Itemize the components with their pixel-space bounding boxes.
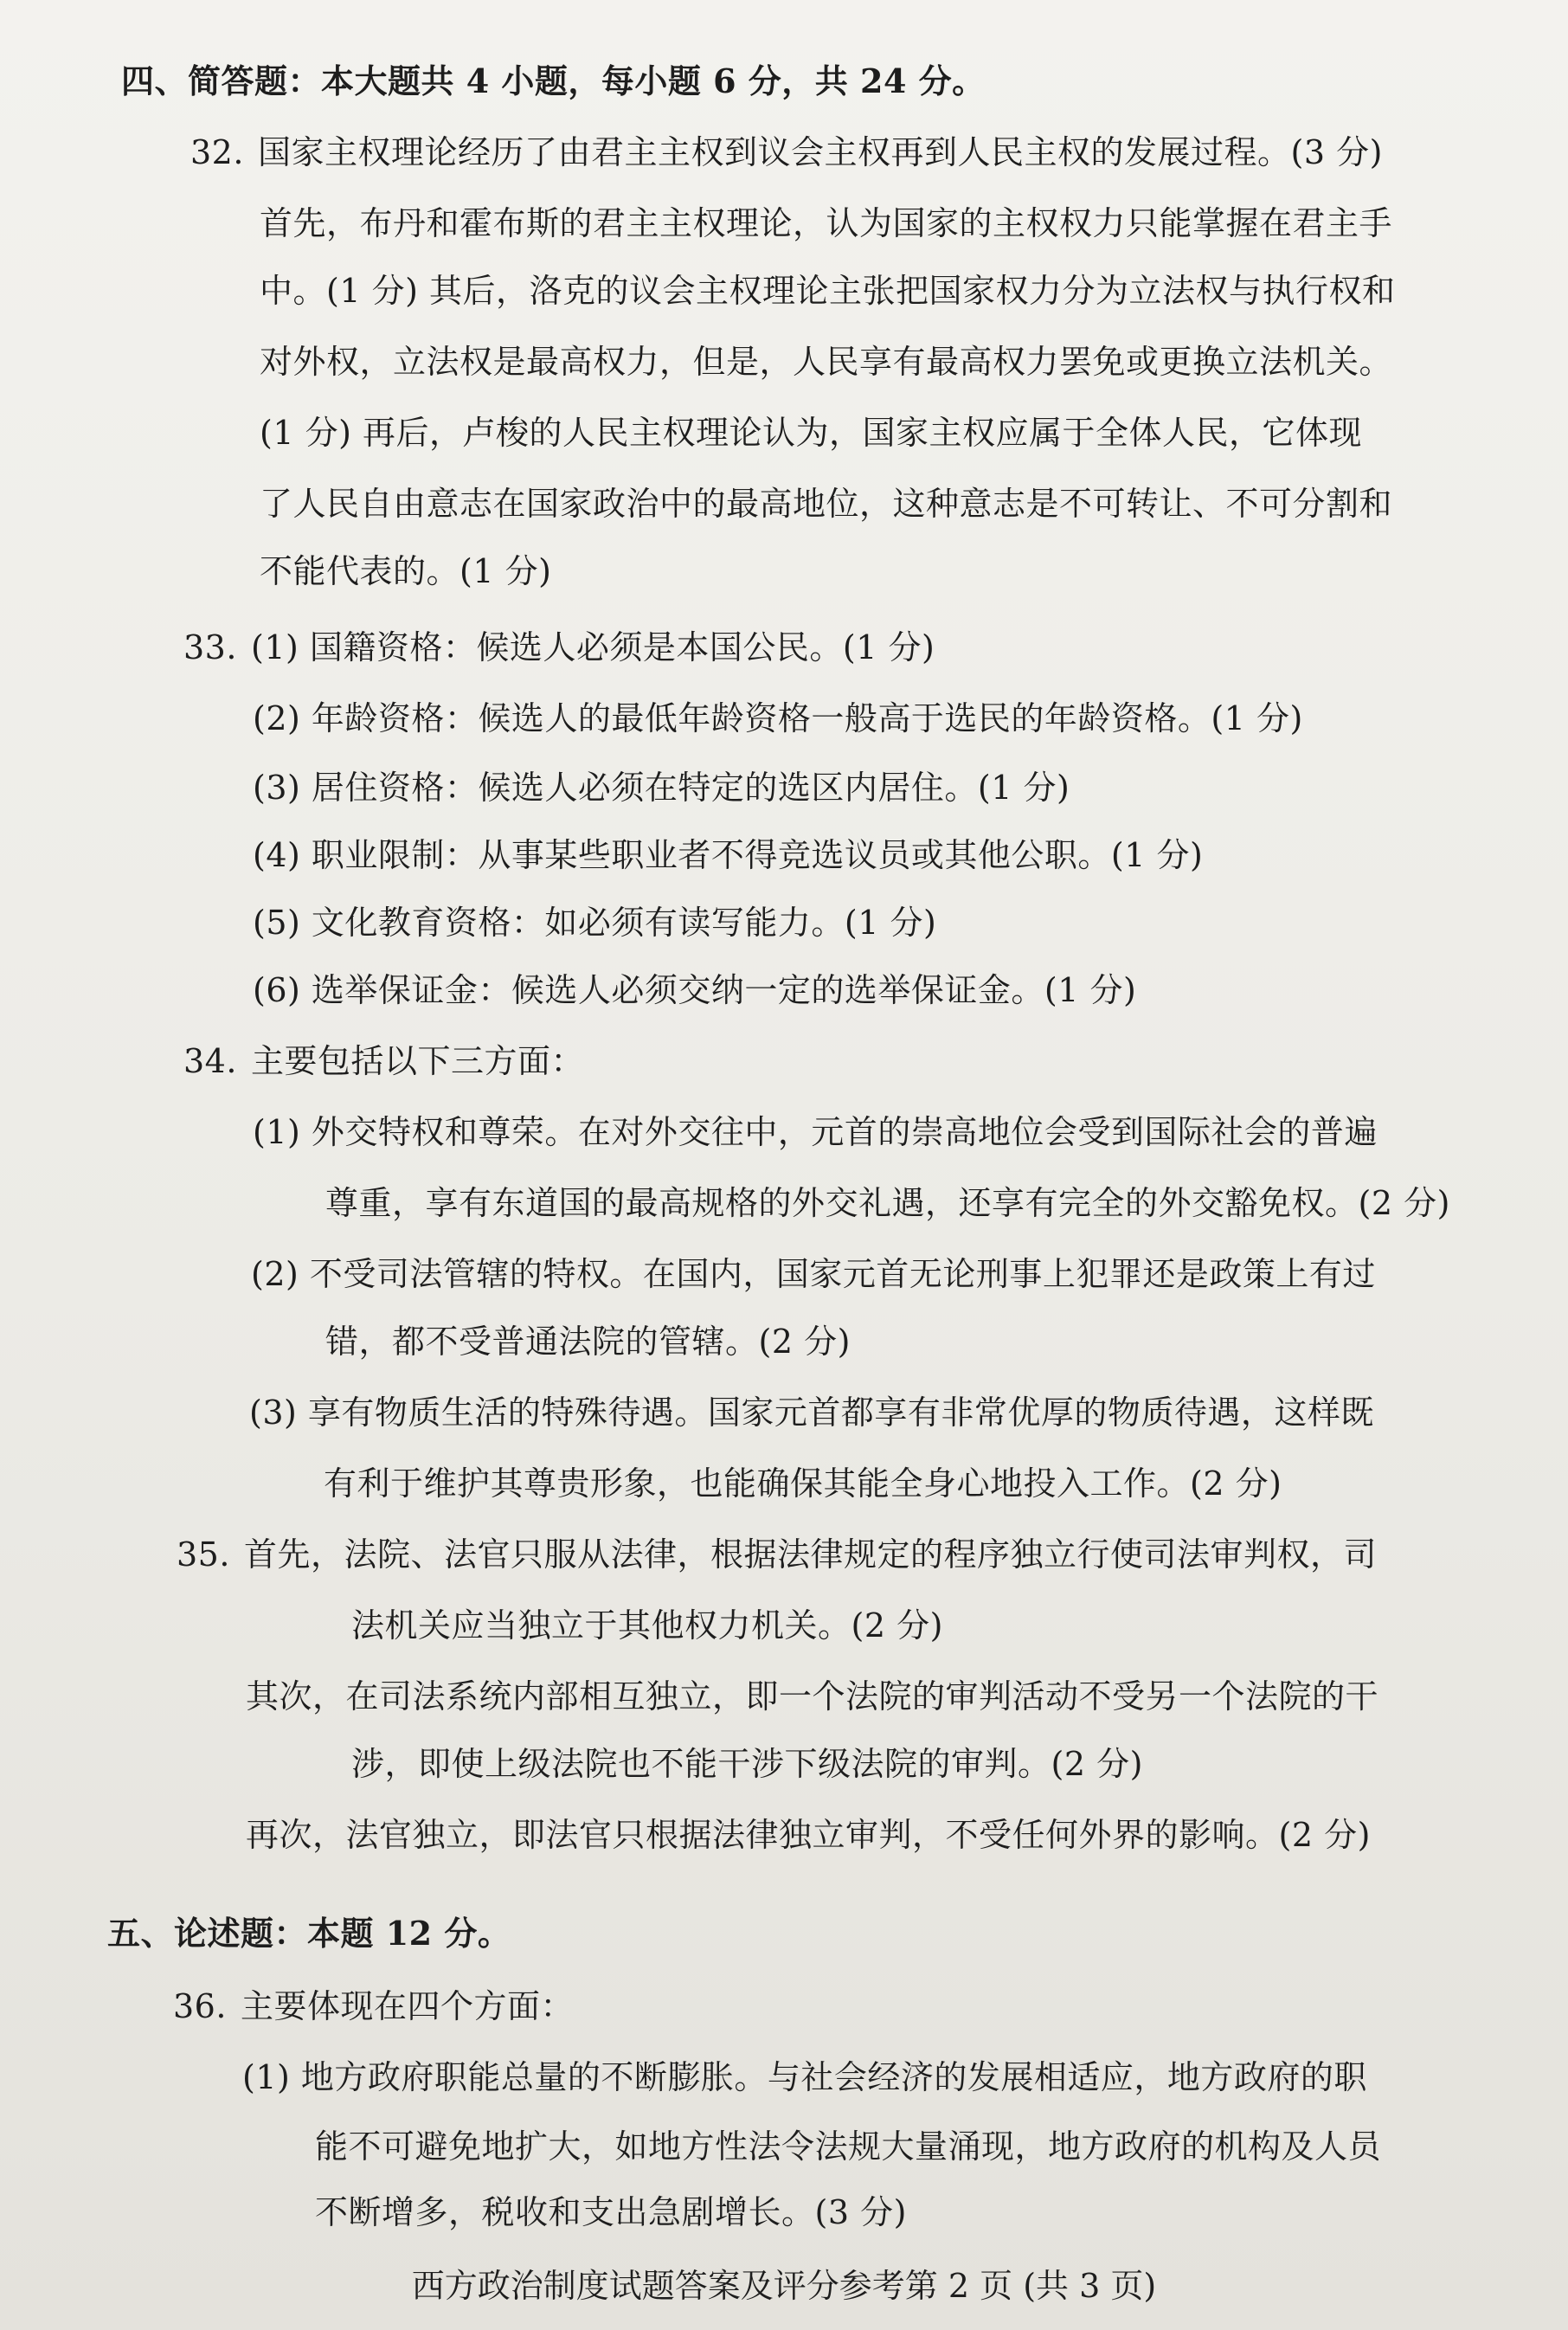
q35-number: 35. (177, 1535, 230, 1574)
q33-line-3: (3) 居住资格：候选人必须在特定的选区内居住。(1 分) (253, 769, 1070, 807)
q35-line-3: 其次，在司法系统内部相互独立，即一个法院的审判活动不受另一个法院的干 (246, 1677, 1379, 1715)
page-footer: 西方政治制度试题答案及评分参考第 2 页 (共 3 页) (411, 2267, 1157, 2305)
q34-number: 34. (183, 1042, 237, 1080)
q36-line-3: 不断增多，税收和支出急剧增长。(3 分) (315, 2193, 907, 2231)
q32-line-1: 32. 国家主权理论经历了由君主主权到议会主权再到人民主权的发展过程。(3 分) (190, 130, 1383, 175)
q33-line-1: 33. (1) 国籍资格：候选人必须是本国公民。(1 分) (183, 625, 935, 670)
q32-line-2: 首先，布丹和霍布斯的君主主权理论，认为国家的主权权力只能掌握在君主手 (260, 204, 1393, 242)
q32-line-3: 中。(1 分) 其后，洛克的议会主权理论主张把国家权力分为立法权与执行权和 (260, 272, 1396, 310)
q34-line-4: 错，都不受普通法院的管辖。(2 分) (325, 1323, 851, 1361)
q33-number: 33. (183, 628, 237, 666)
q36-line-1: (1) 地方政府职能总量的不断膨胀。与社会经济的发展相适应，地方政府的职 (242, 2058, 1367, 2096)
q32-number: 32. (190, 133, 244, 171)
q36-intro: 36. 主要体现在四个方面： (173, 1984, 574, 2029)
q32-line-5: (1 分) 再后，卢梭的人民主权理论认为，国家主权应属于全体人民，它体现 (260, 414, 1362, 452)
q34-line-2: 尊重，享有东道国的最高规格的外交礼遇，还享有完全的外交豁免权。(2 分) (325, 1184, 1450, 1222)
q33-line-2: (2) 年龄资格：候选人的最低年龄资格一般高于选民的年龄资格。(1 分) (253, 699, 1303, 737)
q34-intro: 34. 主要包括以下三方面： (183, 1039, 584, 1084)
q35-line-5: 再次，法官独立，即法官只根据法律独立审判，不受任何外界的影响。(2 分) (246, 1816, 1371, 1854)
q36-number: 36. (173, 1987, 227, 2025)
q35-line-2: 法机关应当独立于其他权力机关。(2 分) (351, 1606, 943, 1645)
q34-line-1: (1) 外交特权和尊荣。在对外交往中，元首的崇高地位会受到国际社会的普遍 (253, 1113, 1378, 1151)
q34-line-3: (2) 不受司法管辖的特权。在国内，国家元首无论刑事上犯罪还是政策上有过 (251, 1255, 1376, 1293)
q33-line-4: (4) 职业限制：从事某些职业者不得竞选议员或其他公职。(1 分) (253, 836, 1204, 874)
q32-line-6: 了人民自由意志在国家政治中的最高地位，这种意志是不可转让、不可分割和 (260, 485, 1393, 523)
q36-line-2: 能不可避免地扩大，如地方性法令法规大量涌现，地方政府的机构及人员 (315, 2127, 1382, 2166)
section-4-heading: 四、简答题：本大题共 4 小题，每小题 6 分，共 24 分。 (121, 61, 986, 100)
q34-line-6: 有利于维护其尊贵形象，也能确保其能全身心地投入工作。(2 分) (324, 1464, 1282, 1503)
q32-line-4: 对外权，立法权是最高权力，但是，人民享有最高权力罢免或更换立法机关。 (260, 343, 1393, 381)
section-5-heading: 五、论述题：本题 12 分。 (107, 1914, 511, 1953)
q35-line-4: 涉，即使上级法院也不能干涉下级法院的审判。(2 分) (351, 1745, 1143, 1783)
q33-line-5: (5) 文化教育资格：如必须有读写能力。(1 分) (253, 904, 937, 942)
q32-line-7: 不能代表的。(1 分) (260, 552, 552, 590)
q34-line-5: (3) 享有物质生活的特殊待遇。国家元首都享有非常优厚的物质待遇，这样既 (249, 1393, 1374, 1432)
q35-line-1: 35. 首先，法院、法官只服从法律，根据法律规定的程序独立行使司法审判权，司 (177, 1532, 1377, 1577)
q33-line-6: (6) 选举保证金：候选人必须交纳一定的选举保证金。(1 分) (253, 971, 1137, 1009)
